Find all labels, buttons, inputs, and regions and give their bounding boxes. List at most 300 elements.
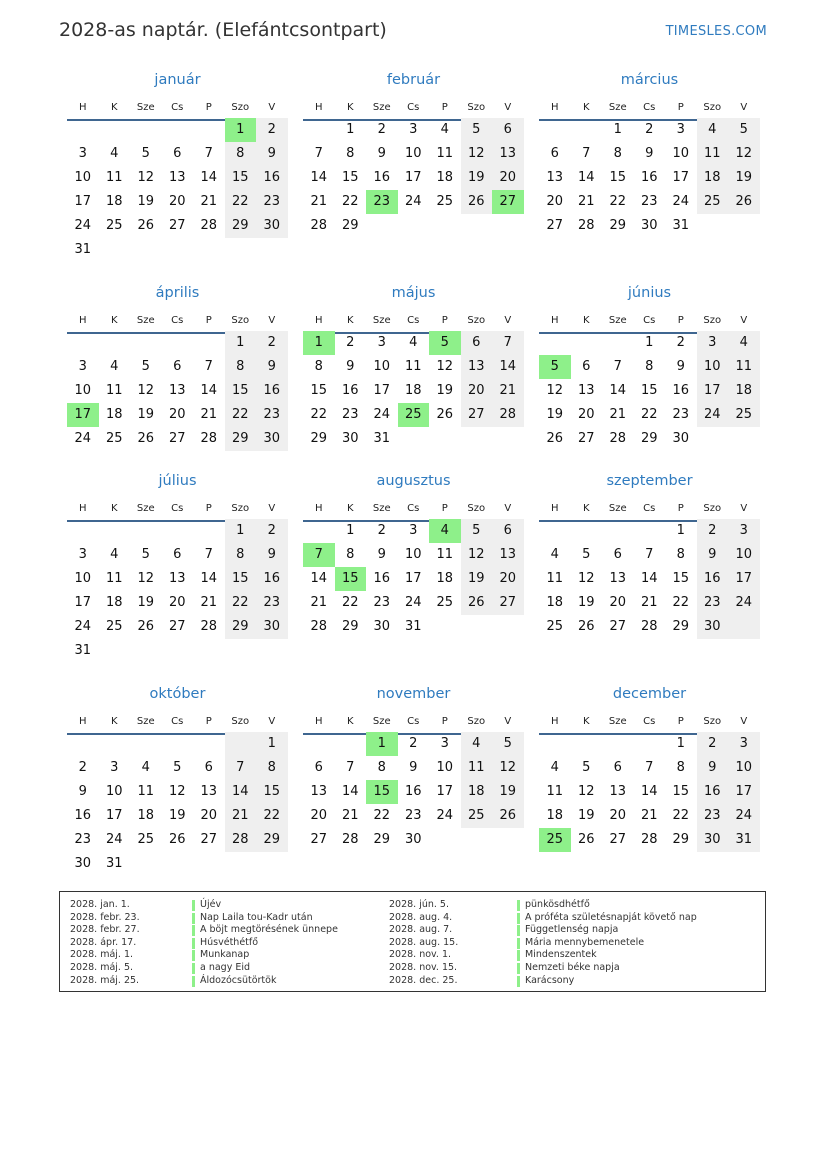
month-name: március bbox=[620, 72, 679, 88]
day-cell: 7 bbox=[314, 146, 323, 161]
day-cell: 23 bbox=[74, 832, 92, 847]
weekday-label: Szo bbox=[467, 716, 486, 727]
day-cell: 28 bbox=[577, 218, 595, 233]
day-cell: 24 bbox=[404, 194, 422, 209]
day-cell: 9 bbox=[267, 146, 276, 161]
day-cell: 24 bbox=[74, 619, 92, 634]
weekday-label: H bbox=[550, 716, 559, 727]
weekday-label: V bbox=[740, 716, 748, 727]
holiday-day-cell: 23 bbox=[366, 190, 398, 214]
day-cell: 6 bbox=[503, 122, 512, 137]
legend-holiday-name: Függetlenség napja bbox=[525, 924, 619, 936]
day-cell: 25 bbox=[137, 832, 155, 847]
day-cell: 4 bbox=[472, 736, 481, 751]
month-name: július bbox=[158, 473, 197, 489]
weekday-label: V bbox=[504, 102, 512, 113]
weekday-label: Szo bbox=[703, 503, 722, 514]
weekday-label: V bbox=[268, 315, 276, 326]
day-cell: 8 bbox=[267, 760, 276, 775]
day-cell: 24 bbox=[703, 407, 721, 422]
legend-marker bbox=[517, 938, 520, 949]
legend-date: 2028. aug. 15. bbox=[389, 936, 459, 948]
weekday-label: K bbox=[582, 716, 590, 727]
day-cell: 2 bbox=[78, 760, 87, 775]
day-cell: 11 bbox=[546, 571, 564, 586]
day-cell: 5 bbox=[141, 359, 150, 374]
day-cell: 20 bbox=[546, 194, 564, 209]
legend-holiday-name: a nagy Eid bbox=[200, 962, 251, 973]
weekday-label: P bbox=[205, 102, 212, 113]
day-cell: 14 bbox=[310, 571, 328, 586]
day-cell: 20 bbox=[467, 383, 485, 398]
day-cell: 14 bbox=[200, 571, 218, 586]
day-cell: 9 bbox=[708, 760, 717, 775]
day-cell: 13 bbox=[609, 784, 627, 799]
weekday-label: V bbox=[504, 315, 512, 326]
legend-holiday-name: Nap Laila tou-Kadr után bbox=[200, 911, 313, 923]
day-cell: 26 bbox=[137, 431, 155, 446]
day-cell: 30 bbox=[703, 619, 721, 634]
weekday-label: Szo bbox=[231, 102, 250, 113]
day-cell: 14 bbox=[577, 170, 595, 185]
day-cell: 21 bbox=[200, 407, 218, 422]
day-cell: 11 bbox=[546, 784, 564, 799]
day-cell: 16 bbox=[74, 808, 92, 823]
day-cell: 29 bbox=[373, 832, 391, 847]
day-cell: 13 bbox=[499, 146, 517, 161]
day-cell: 14 bbox=[609, 383, 627, 398]
weekday-label: P bbox=[441, 503, 448, 514]
legend-date: 2028. jan. 1. bbox=[70, 899, 130, 910]
day-cell: 14 bbox=[310, 170, 328, 185]
day-cell: 9 bbox=[346, 359, 355, 374]
day-cell: 22 bbox=[672, 808, 690, 823]
month-name: június bbox=[627, 285, 672, 301]
day-cell: 30 bbox=[672, 431, 690, 446]
day-cell: 9 bbox=[645, 146, 654, 161]
day-cell: 28 bbox=[200, 431, 218, 446]
holiday-day-cell: 15 bbox=[366, 780, 398, 804]
day-cell: 27 bbox=[200, 832, 218, 847]
day-cell: 9 bbox=[377, 146, 386, 161]
day-cell: 19 bbox=[436, 383, 454, 398]
day-cell: 12 bbox=[546, 383, 564, 398]
weekday-label: H bbox=[550, 315, 559, 326]
day-cell: 1 bbox=[346, 122, 355, 137]
day-cell: 20 bbox=[168, 407, 186, 422]
legend-date: 2028. dec. 25. bbox=[389, 974, 458, 986]
day-cell: 15 bbox=[341, 170, 359, 185]
day-cell: 3 bbox=[78, 359, 87, 374]
day-cell: 29 bbox=[231, 218, 249, 233]
day-cell: 30 bbox=[74, 856, 92, 871]
day-cell: 22 bbox=[310, 407, 328, 422]
weekday-label: K bbox=[110, 503, 118, 514]
legend-holiday-name: Húsvéthétfő bbox=[200, 936, 259, 948]
day-cell: 13 bbox=[577, 383, 595, 398]
day-cell: 2 bbox=[377, 122, 386, 137]
day-cell: 24 bbox=[404, 595, 422, 610]
day-cell: 19 bbox=[137, 194, 155, 209]
weekday-label: Cs bbox=[407, 102, 420, 113]
day-cell: 27 bbox=[168, 431, 186, 446]
day-cell: 8 bbox=[676, 760, 685, 775]
weekday-label: P bbox=[677, 503, 684, 514]
day-cell: 30 bbox=[263, 218, 281, 233]
day-cell: 1 bbox=[676, 736, 685, 751]
day-cell: 10 bbox=[735, 547, 753, 562]
weekday-label: Cs bbox=[407, 716, 420, 727]
day-cell: 23 bbox=[263, 407, 281, 422]
day-cell: 15 bbox=[609, 170, 627, 185]
day-cell: 18 bbox=[436, 571, 454, 586]
day-cell: 23 bbox=[263, 194, 281, 209]
day-cell: 7 bbox=[204, 359, 213, 374]
weekday-label: P bbox=[677, 315, 684, 326]
day-cell: 10 bbox=[672, 146, 690, 161]
day-cell: 26 bbox=[735, 194, 753, 209]
day-cell: 8 bbox=[613, 146, 622, 161]
day-cell: 30 bbox=[640, 218, 658, 233]
day-cell: 27 bbox=[609, 619, 627, 634]
holiday-day-cell: 5 bbox=[539, 355, 571, 379]
day-cell: 30 bbox=[703, 832, 721, 847]
day-cell: 17 bbox=[373, 383, 391, 398]
weekday-label: V bbox=[740, 315, 748, 326]
day-cell: 2 bbox=[409, 736, 418, 751]
day-cell: 31 bbox=[74, 242, 92, 257]
day-cell: 21 bbox=[341, 808, 359, 823]
day-cell: 13 bbox=[467, 359, 485, 374]
day-cell: 6 bbox=[204, 760, 213, 775]
day-cell: 24 bbox=[373, 407, 391, 422]
weekday-label: K bbox=[582, 503, 590, 514]
day-cell: 8 bbox=[377, 760, 386, 775]
day-cell: 21 bbox=[640, 808, 658, 823]
day-cell: 1 bbox=[236, 335, 245, 350]
legend-date: 2028. nov. 1. bbox=[389, 949, 452, 961]
day-cell: 17 bbox=[735, 571, 753, 586]
day-cell: 23 bbox=[703, 595, 721, 610]
month-name: szeptember bbox=[606, 473, 693, 489]
weekday-label: P bbox=[677, 716, 684, 727]
day-cell: 16 bbox=[263, 383, 281, 398]
month-name: december bbox=[612, 686, 687, 702]
day-cell: 28 bbox=[640, 832, 658, 847]
day-cell: 25 bbox=[105, 431, 123, 446]
day-cell: 3 bbox=[409, 523, 418, 538]
day-cell: 11 bbox=[404, 359, 422, 374]
day-cell: 14 bbox=[341, 784, 359, 799]
weekday-label: Sze bbox=[136, 716, 155, 727]
day-cell: 13 bbox=[168, 170, 186, 185]
legend-row bbox=[60, 924, 760, 937]
day-cell: 19 bbox=[137, 595, 155, 610]
day-cell: 15 bbox=[672, 784, 690, 799]
day-cell: 27 bbox=[168, 218, 186, 233]
weekday-label: Sze bbox=[136, 503, 155, 514]
weekday-label: P bbox=[205, 503, 212, 514]
day-cell: 26 bbox=[577, 619, 595, 634]
weekday-label: P bbox=[677, 102, 684, 113]
legend-date: 2028. nov. 15. bbox=[389, 962, 458, 973]
weekday-label: Cs bbox=[171, 716, 184, 727]
day-cell: 3 bbox=[676, 122, 685, 137]
legend-date: 2028. jún. 5. bbox=[389, 899, 450, 910]
day-cell: 16 bbox=[703, 571, 721, 586]
month-name: november bbox=[376, 686, 451, 702]
legend-row bbox=[60, 937, 760, 950]
day-cell: 24 bbox=[436, 808, 454, 823]
weekday-label: Sze bbox=[136, 315, 155, 326]
weekday-label: Cs bbox=[171, 503, 184, 514]
weekday-label: Szo bbox=[231, 716, 250, 727]
day-cell: 5 bbox=[141, 146, 150, 161]
weekday-label: Cs bbox=[407, 503, 420, 514]
day-cell: 18 bbox=[436, 170, 454, 185]
day-cell: 21 bbox=[310, 595, 328, 610]
weekday-label: H bbox=[78, 315, 87, 326]
day-cell: 1 bbox=[645, 335, 654, 350]
legend-row bbox=[60, 949, 760, 962]
weekday-label: Cs bbox=[643, 315, 656, 326]
weekday-label: Cs bbox=[643, 503, 656, 514]
day-cell: 17 bbox=[105, 808, 123, 823]
day-cell: 18 bbox=[735, 383, 753, 398]
day-cell: 8 bbox=[676, 547, 685, 562]
month-name: október bbox=[149, 686, 206, 702]
holiday-day-cell: 1 bbox=[366, 732, 398, 756]
weekday-label: P bbox=[441, 102, 448, 113]
day-cell: 10 bbox=[404, 547, 422, 562]
day-cell: 5 bbox=[739, 122, 748, 137]
day-cell: 21 bbox=[200, 194, 218, 209]
legend-marker bbox=[517, 913, 520, 924]
legend-holiday-name: Mária mennybemenetele bbox=[525, 936, 645, 948]
weekday-label: Cs bbox=[171, 315, 184, 326]
day-cell: 28 bbox=[499, 407, 517, 422]
day-cell: 20 bbox=[577, 407, 595, 422]
day-cell: 25 bbox=[436, 595, 454, 610]
day-cell: 17 bbox=[404, 170, 422, 185]
day-cell: 29 bbox=[341, 218, 359, 233]
weekday-label: Szo bbox=[703, 716, 722, 727]
legend-date: 2028. máj. 5. bbox=[70, 962, 134, 973]
day-cell: 28 bbox=[310, 218, 328, 233]
weekday-label: Sze bbox=[372, 716, 391, 727]
day-cell: 3 bbox=[110, 760, 119, 775]
legend-date: 2028. máj. 25. bbox=[70, 974, 140, 986]
holiday-day-cell: 4 bbox=[429, 519, 461, 543]
day-cell: 25 bbox=[546, 619, 564, 634]
weekday-label: H bbox=[78, 102, 87, 113]
day-cell: 16 bbox=[640, 170, 658, 185]
day-cell: 17 bbox=[74, 194, 92, 209]
day-cell: 24 bbox=[672, 194, 690, 209]
day-cell: 11 bbox=[137, 784, 155, 799]
day-cell: 3 bbox=[708, 335, 717, 350]
day-cell: 15 bbox=[231, 383, 249, 398]
day-cell: 11 bbox=[105, 571, 123, 586]
day-cell: 6 bbox=[613, 760, 622, 775]
day-cell: 24 bbox=[735, 808, 753, 823]
day-cell: 24 bbox=[74, 218, 92, 233]
day-cell: 18 bbox=[105, 407, 123, 422]
day-cell: 24 bbox=[105, 832, 123, 847]
holiday-day-cell: 1 bbox=[303, 331, 335, 355]
weekday-label: P bbox=[441, 716, 448, 727]
day-cell: 8 bbox=[314, 359, 323, 374]
legend-holiday-name: Karácsony bbox=[525, 974, 575, 986]
day-cell: 16 bbox=[373, 571, 391, 586]
day-cell: 31 bbox=[404, 619, 422, 634]
day-cell: 12 bbox=[467, 547, 485, 562]
day-cell: 15 bbox=[263, 784, 281, 799]
day-cell: 17 bbox=[404, 571, 422, 586]
day-cell: 26 bbox=[499, 808, 517, 823]
day-cell: 21 bbox=[310, 194, 328, 209]
day-cell: 22 bbox=[640, 407, 658, 422]
day-cell: 29 bbox=[672, 832, 690, 847]
day-cell: 15 bbox=[672, 571, 690, 586]
day-cell: 17 bbox=[703, 383, 721, 398]
day-cell: 11 bbox=[105, 170, 123, 185]
day-cell: 13 bbox=[609, 571, 627, 586]
day-cell: 13 bbox=[310, 784, 328, 799]
day-cell: 6 bbox=[173, 146, 182, 161]
day-cell: 14 bbox=[499, 359, 517, 374]
day-cell: 17 bbox=[74, 595, 92, 610]
legend-holiday-name: A próféta születésnapját követő nap bbox=[525, 911, 697, 923]
day-cell: 23 bbox=[640, 194, 658, 209]
day-cell: 21 bbox=[231, 808, 249, 823]
day-cell: 2 bbox=[708, 736, 717, 751]
brand-link[interactable]: TIMESLES.COM bbox=[665, 24, 767, 39]
legend-holiday-name: Nemzeti béke napja bbox=[525, 962, 620, 973]
legend-row bbox=[60, 962, 760, 975]
legend-date: 2028. ápr. 17. bbox=[70, 936, 137, 948]
day-cell: 20 bbox=[168, 595, 186, 610]
day-cell: 6 bbox=[173, 359, 182, 374]
day-cell: 4 bbox=[110, 146, 119, 161]
weekday-label: Cs bbox=[407, 315, 420, 326]
day-cell: 21 bbox=[499, 383, 517, 398]
weekday-label: Szo bbox=[231, 315, 250, 326]
weekday-label: V bbox=[740, 102, 748, 113]
day-cell: 28 bbox=[200, 619, 218, 634]
weekday-label: H bbox=[314, 716, 323, 727]
day-cell: 26 bbox=[137, 619, 155, 634]
day-cell: 11 bbox=[436, 547, 454, 562]
day-cell: 11 bbox=[105, 383, 123, 398]
weekday-label: P bbox=[441, 315, 448, 326]
day-cell: 25 bbox=[735, 407, 753, 422]
day-cell: 3 bbox=[377, 335, 386, 350]
holiday-day-cell: 1 bbox=[225, 118, 257, 142]
day-cell: 3 bbox=[409, 122, 418, 137]
day-cell: 30 bbox=[341, 431, 359, 446]
day-cell: 18 bbox=[703, 170, 721, 185]
day-cell: 25 bbox=[105, 218, 123, 233]
day-cell: 2 bbox=[346, 335, 355, 350]
day-cell: 2 bbox=[377, 523, 386, 538]
day-cell: 14 bbox=[640, 784, 658, 799]
day-cell: 26 bbox=[546, 431, 564, 446]
day-cell: 17 bbox=[735, 784, 753, 799]
legend-row bbox=[60, 912, 760, 925]
weekday-label: P bbox=[205, 716, 212, 727]
day-cell: 7 bbox=[582, 146, 591, 161]
day-cell: 9 bbox=[409, 760, 418, 775]
day-cell: 18 bbox=[546, 808, 564, 823]
holiday-day-cell: 25 bbox=[539, 828, 571, 852]
holiday-day-cell: 17 bbox=[67, 403, 99, 427]
weekday-label: Sze bbox=[608, 102, 627, 113]
day-cell: 19 bbox=[546, 407, 564, 422]
day-cell: 18 bbox=[546, 595, 564, 610]
day-cell: 23 bbox=[404, 808, 422, 823]
legend-date: 2028. febr. 27. bbox=[70, 924, 140, 936]
day-cell: 3 bbox=[739, 523, 748, 538]
day-cell: 27 bbox=[310, 832, 328, 847]
legend-holiday-name: Újév bbox=[200, 899, 222, 910]
day-cell: 20 bbox=[310, 808, 328, 823]
weekday-label: Sze bbox=[372, 315, 391, 326]
day-cell: 16 bbox=[373, 170, 391, 185]
day-cell: 9 bbox=[267, 359, 276, 374]
day-cell: 22 bbox=[231, 407, 249, 422]
weekday-label: H bbox=[78, 716, 87, 727]
weekday-label: V bbox=[268, 503, 276, 514]
day-cell: 25 bbox=[105, 619, 123, 634]
day-cell: 8 bbox=[346, 547, 355, 562]
legend-holiday-name: Munkanap bbox=[200, 949, 250, 961]
day-cell: 1 bbox=[613, 122, 622, 137]
day-cell: 19 bbox=[577, 595, 595, 610]
day-cell: 23 bbox=[373, 595, 391, 610]
holiday-day-cell: 15 bbox=[335, 567, 367, 591]
day-cell: 5 bbox=[503, 736, 512, 751]
day-cell: 17 bbox=[436, 784, 454, 799]
day-cell: 8 bbox=[236, 359, 245, 374]
day-cell: 13 bbox=[168, 383, 186, 398]
day-cell: 22 bbox=[672, 595, 690, 610]
weekday-label: H bbox=[78, 503, 87, 514]
day-cell: 2 bbox=[645, 122, 654, 137]
day-cell: 25 bbox=[436, 194, 454, 209]
weekday-label: H bbox=[314, 503, 323, 514]
weekday-label: Szo bbox=[467, 503, 486, 514]
holiday-day-cell: 27 bbox=[492, 190, 524, 214]
day-cell: 23 bbox=[672, 407, 690, 422]
day-cell: 19 bbox=[577, 808, 595, 823]
day-cell: 21 bbox=[577, 194, 595, 209]
day-cell: 13 bbox=[200, 784, 218, 799]
day-cell: 19 bbox=[467, 571, 485, 586]
day-cell: 22 bbox=[231, 194, 249, 209]
legend-row bbox=[60, 899, 760, 912]
day-cell: 26 bbox=[137, 218, 155, 233]
day-cell: 12 bbox=[577, 784, 595, 799]
day-cell: 16 bbox=[263, 571, 281, 586]
day-cell: 20 bbox=[499, 571, 517, 586]
legend-marker bbox=[517, 963, 520, 974]
day-cell: 9 bbox=[78, 784, 87, 799]
weekday-label: Sze bbox=[608, 716, 627, 727]
day-cell: 15 bbox=[640, 383, 658, 398]
month-name: május bbox=[391, 285, 436, 301]
day-cell: 29 bbox=[231, 619, 249, 634]
